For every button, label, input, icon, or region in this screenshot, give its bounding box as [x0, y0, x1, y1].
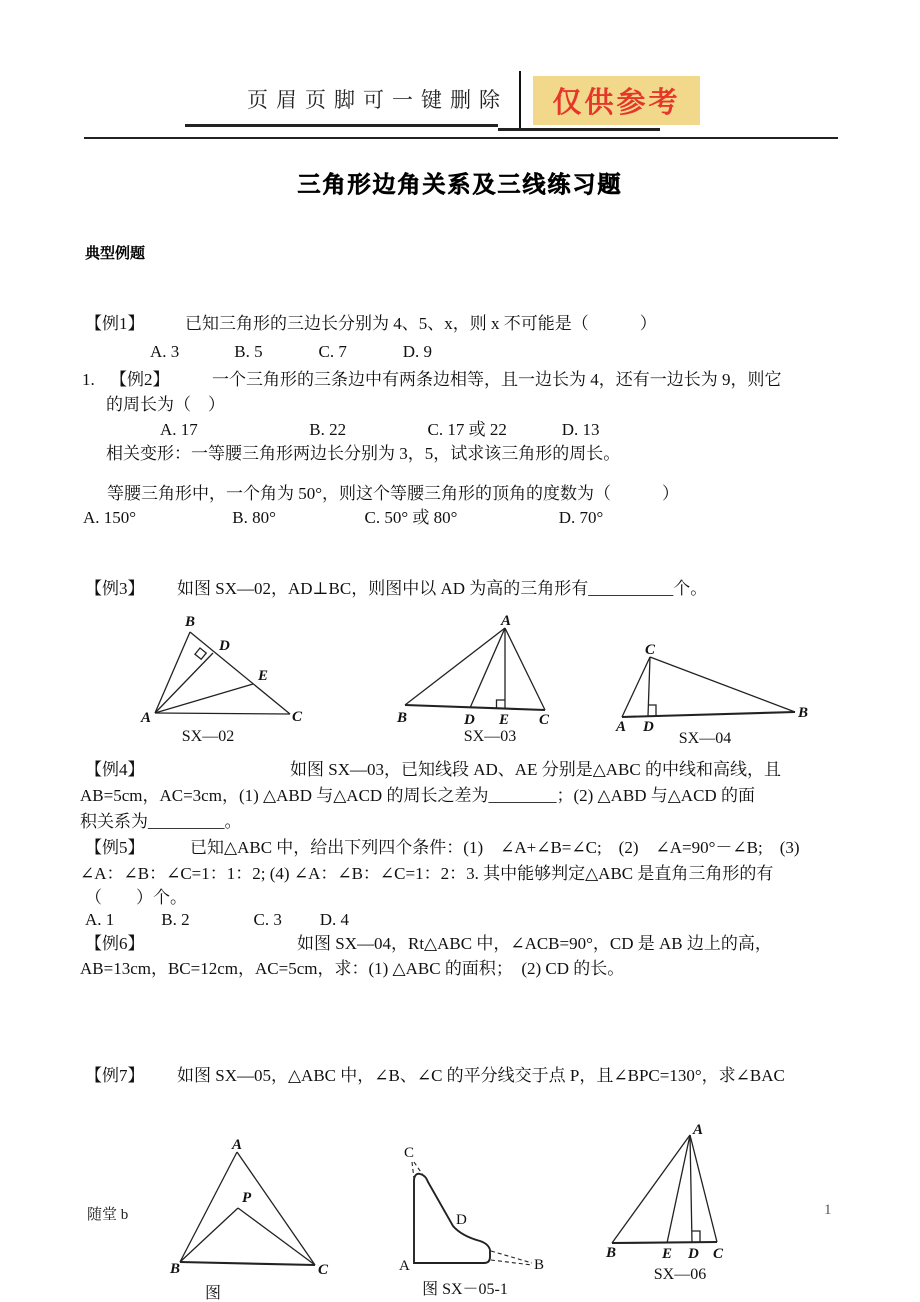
ex1-option-c: C. 7 [318, 342, 347, 361]
iso-option-d: D. 70° [558, 508, 604, 527]
ex4-tag: 【例4】 [85, 760, 145, 779]
ex2-option-d: D. 13 [561, 420, 600, 439]
ex6-tag: 【例6】 [85, 934, 145, 953]
ex2-option-c: C. 17 或 22 [427, 420, 507, 439]
ex4-line2: AB=5cm，AC=3cm，(1) △ABD 与△ACD 的周长之差为________；(2) △ABD 与△ACD 的面 [80, 786, 755, 805]
ex2-line2: 的周长为（ ） [106, 395, 225, 414]
right-angle-mark [692, 1231, 700, 1243]
ex3-text: 如图 SX—02，AD⊥BC，则图中以 AD 为高的三角形有__________个。 [177, 579, 708, 598]
figure-sx02-caption: SX—02 [181, 728, 235, 745]
page-number: 1 [824, 1202, 832, 1218]
vertex-label: C [539, 712, 550, 728]
ex2-variation: 相关变形：一等腰三角形两边长分别为 3，5，试求该三角形的周长。 [106, 444, 621, 463]
ex1-line1 [85, 312, 657, 336]
iso-option-a: A. 150° [83, 508, 137, 527]
vertex-label: A [141, 710, 152, 726]
ex3-line [85, 577, 707, 601]
vertex-label: B [185, 614, 196, 630]
vertex-label: A [399, 1258, 410, 1274]
ex1-option-d: D. 9 [402, 342, 433, 361]
ex5-option-b: B. 2 [161, 910, 190, 929]
ex6-line2: AB=13cm，BC=12cm，AC=5cm，求：(1) △ABC 的面积； (2) CD 的长。 [80, 959, 625, 978]
figure-sx06 [598, 1122, 758, 1265]
ex4-line3: 积关系为_________。 [80, 812, 242, 831]
vertex-label: D [219, 638, 230, 654]
header-rule-full [84, 137, 838, 139]
ex5-line1 [85, 836, 800, 860]
header-note: 页眉页脚可一键删除 [247, 88, 508, 112]
vertex-label: E [662, 1246, 673, 1262]
ex2-text1: 一个三角形的三条边中有两条边相等，且一边长为 4，还有一边长为 9，则它 [212, 370, 782, 389]
right-angle-mark [649, 705, 657, 716]
figure-sx05-1 [393, 1140, 548, 1280]
vertex-label: C [318, 1262, 329, 1278]
iso-text: 等腰三角形中，一个角为 50°，则这个等腰三角形的顶角的度数为（ ） [107, 484, 680, 503]
ex5-line2: ∠A：∠B：∠C=1：1：2; (4) ∠A：∠B：∠C=1：2：3. 其中能够判定△ABC 是直角三角形的有 [80, 864, 774, 883]
footer-note: 随堂 b [87, 1207, 129, 1223]
ex7-line [85, 1064, 785, 1088]
ex1-text: 已知三角形的三边长分别为 4、5、x，则 x 不可能是（ ） [185, 314, 657, 333]
section-heading: 典型例题 [85, 245, 146, 262]
vertex-label: B [606, 1245, 617, 1261]
vertex-label: A [501, 613, 512, 629]
ex5-option-a: A. 1 [85, 910, 115, 929]
ex2-options [160, 418, 600, 442]
figure-sx05-p [170, 1137, 330, 1278]
ex2-option-a: A. 17 [160, 420, 198, 439]
iso-option-b: B. 80° [232, 508, 276, 527]
ex7-tag: 【例7】 [85, 1066, 145, 1085]
vertex-label: B [798, 705, 809, 721]
ex1-options [150, 340, 432, 364]
vertex-label: E [258, 668, 269, 684]
vertex-label: A [616, 719, 627, 735]
ex5-options [85, 908, 349, 932]
vertex-label: P [242, 1190, 252, 1206]
figure-sx03 [393, 615, 558, 735]
ex4-text1: 如图 SX—03，已知线段 AD、AE 分别是△ABC 的中线和高线，且 [290, 760, 781, 779]
reference-badge: 仅供参考 [533, 76, 700, 125]
ex1-tag: 【例1】 [85, 314, 145, 333]
ex6-text1: 如图 SX—04，Rt△ABC 中，∠ACB=90°，CD 是 AB 边上的高， [297, 934, 772, 953]
vertex-label: B [534, 1257, 545, 1273]
vertex-label: C [713, 1246, 724, 1262]
figure-sx06-caption: SX—06 [653, 1266, 707, 1283]
figure-sx05-caption: 图 [204, 1285, 221, 1302]
vertex-label: B [170, 1261, 181, 1277]
figure-sx05-1-caption: 图 SX－05-1 [422, 1281, 508, 1298]
ex6-line1 [85, 932, 772, 956]
ex5-text1: 已知△ABC 中，给出下列四个条件：(1) ∠A+∠B=∠C; (2) ∠A=90°－∠B; (3) [190, 838, 800, 857]
ex4-line1 [85, 758, 781, 782]
header-rule-right [498, 128, 660, 131]
ex5-tag: 【例5】 [85, 838, 145, 857]
ex1-option-b: B. 5 [234, 342, 263, 361]
ex5-option-c: C. 3 [253, 910, 282, 929]
vertex-label: A [693, 1122, 704, 1138]
ex3-tag: 【例3】 [85, 579, 145, 598]
ex7-text: 如图 SX—05，△ABC 中，∠B、∠C 的平分线交于点 P，且∠BPC=130°，求∠BAC [177, 1066, 785, 1085]
vertex-label: B [397, 710, 408, 726]
figure-sx02 [133, 610, 308, 732]
page-title: 三角形边角关系及三线练习题 [297, 171, 623, 197]
ex2-option-b: B. 22 [309, 420, 347, 439]
vertex-label: C [404, 1145, 415, 1161]
vertex-label: D [643, 719, 654, 735]
iso-options [83, 506, 603, 530]
ex1-option-a: A. 3 [150, 342, 180, 361]
vertex-label: E [499, 712, 510, 728]
ex2-tag: 【例2】 [110, 370, 170, 389]
right-angle-mark [497, 700, 506, 708]
ex2-number: 1. [82, 370, 95, 389]
vertex-label: D [456, 1212, 467, 1228]
figure-sx03-caption: SX—03 [463, 728, 517, 745]
right-angle-mark [195, 648, 206, 659]
vertex-label: C [645, 642, 656, 658]
ex5-option-d: D. 4 [319, 910, 350, 929]
vertex-label: D [464, 712, 475, 728]
ex5-line3: （ ）个。 [85, 888, 187, 907]
vertex-label: A [232, 1137, 243, 1153]
figure-sx04-caption: SX—04 [678, 730, 732, 747]
vertex-label: D [688, 1246, 699, 1262]
header-divider [519, 71, 521, 131]
vertex-label: C [292, 709, 303, 725]
iso-option-c: C. 50° 或 80° [364, 508, 458, 527]
header-rule-left [185, 124, 498, 127]
ex2-line1 [82, 368, 782, 392]
